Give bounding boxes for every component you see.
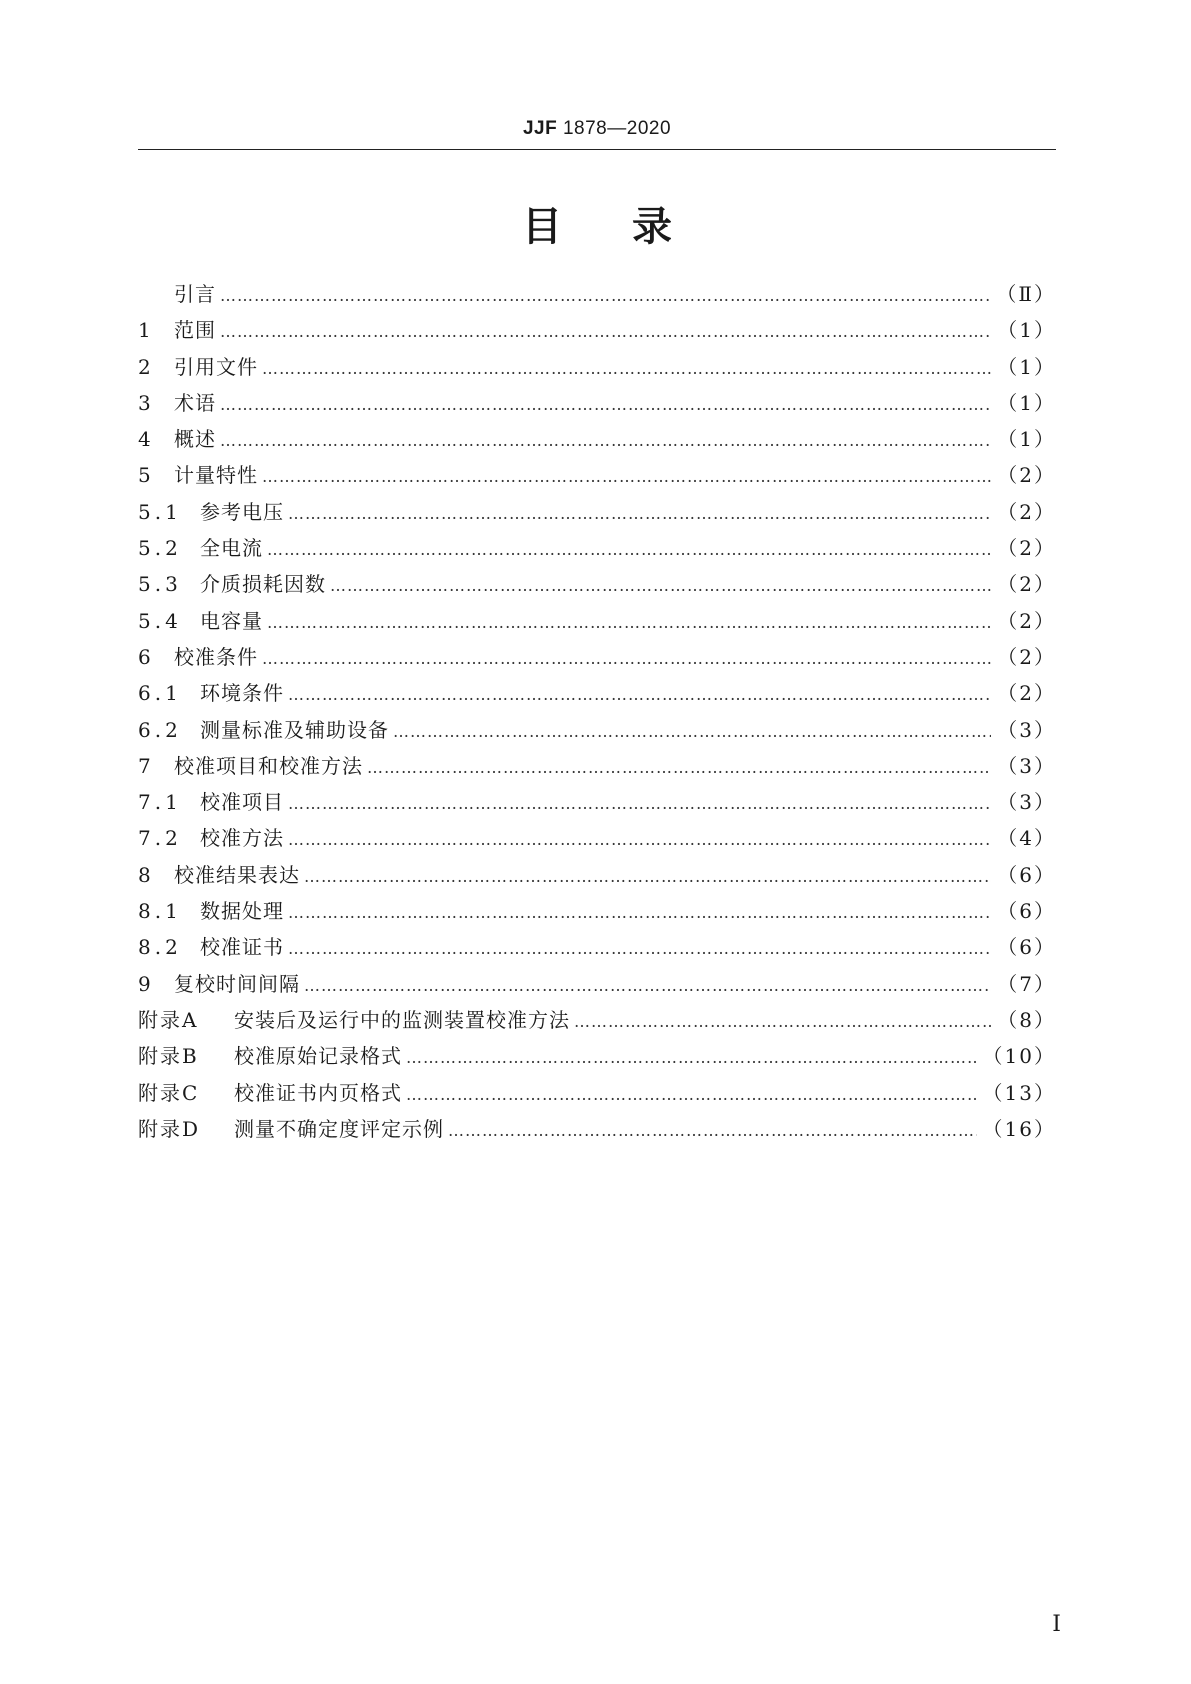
- toc-entry-label: 概述: [174, 427, 216, 452]
- toc-dot-leader: [406, 1048, 977, 1067]
- toc-entry[interactable]: [138, 314, 1056, 350]
- toc-entry-page: （8）: [997, 1007, 1056, 1032]
- toc-dot-leader: [288, 939, 991, 958]
- toc-entry[interactable]: [138, 968, 1056, 1004]
- toc-dot-leader: [220, 395, 991, 414]
- toc-entry-page: （3）: [997, 717, 1056, 742]
- toc-entry-page: （13）: [982, 1080, 1056, 1105]
- toc-entry-label: 术语: [174, 390, 216, 415]
- toc-entry-number: 8.2: [138, 935, 182, 960]
- toc-entry-page: （2）: [997, 536, 1056, 561]
- toc-entry-page: （1）: [997, 318, 1056, 343]
- toc-entry-page: （2）: [997, 499, 1056, 524]
- toc-entry[interactable]: [138, 532, 1056, 568]
- toc-entry-number: 5.1: [138, 499, 182, 524]
- toc-entry-label: 计量特性: [174, 463, 258, 488]
- toc-entry[interactable]: [138, 496, 1056, 532]
- toc-entry-label: 范围: [174, 318, 216, 343]
- toc-entry-number: 5: [138, 463, 155, 488]
- toc-entry-number: 附录A: [138, 1007, 199, 1032]
- toc-entry[interactable]: [138, 459, 1056, 495]
- toc-entry-number: 5.2: [138, 536, 182, 561]
- toc-entry-number: 9: [138, 971, 155, 996]
- toc-entry[interactable]: [138, 859, 1056, 895]
- toc-dot-leader: [288, 830, 991, 849]
- toc-entry-number: 5.4: [138, 608, 182, 633]
- toc-dot-leader: [330, 576, 991, 595]
- toc-entry-label: 复校时间间隔: [174, 971, 300, 996]
- toc-entry-number: 7.2: [138, 826, 182, 851]
- toc-entry-number: 6.2: [138, 717, 182, 742]
- toc-dot-leader: [220, 431, 991, 450]
- toc-entry[interactable]: [138, 278, 1056, 314]
- toc-entry-page: （6）: [997, 899, 1056, 924]
- toc-entry-number: 附录B: [138, 1044, 199, 1069]
- toc-entry-number: 8: [138, 862, 155, 887]
- toc-dot-leader: [367, 758, 991, 777]
- toc-entry[interactable]: [138, 641, 1056, 677]
- toc-entry-label: 校准原始记录格式: [234, 1044, 402, 1069]
- toc-entry-label: 校准证书内页格式: [234, 1080, 402, 1105]
- page-number: Ⅰ: [1052, 1612, 1061, 1637]
- toc-entry-label: 校准证书: [200, 935, 284, 960]
- toc-dot-leader: [304, 867, 991, 886]
- toc-entry-number: 3: [138, 390, 155, 415]
- toc-entry-number: 5.3: [138, 572, 182, 597]
- toc-entry[interactable]: [138, 895, 1056, 931]
- toc-entry-number: 8.1: [138, 899, 182, 924]
- toc-entry-number: 7: [138, 753, 155, 778]
- toc-dot-leader: [406, 1085, 977, 1104]
- toc-dot-leader: [262, 649, 991, 668]
- toc-entry-page: （16）: [982, 1116, 1056, 1141]
- toc-entry[interactable]: [138, 786, 1056, 822]
- toc-entry-page: （6）: [997, 935, 1056, 960]
- toc-entry-number: 6: [138, 644, 155, 669]
- toc-entry-page: （1）: [997, 354, 1056, 379]
- toc-entry[interactable]: [138, 423, 1056, 459]
- toc-entry-label: 测量标准及辅助设备: [200, 717, 389, 742]
- toc-entry-page: （6）: [997, 862, 1056, 887]
- toc-dot-leader: [393, 722, 991, 741]
- toc-entry-number: 附录C: [138, 1080, 200, 1105]
- toc-entry[interactable]: [138, 822, 1056, 858]
- toc-dot-leader: [220, 286, 990, 305]
- toc-dot-leader: [288, 903, 991, 922]
- toc-entry-label: 校准结果表达: [174, 862, 300, 887]
- toc-entry-label: 校准条件: [174, 644, 258, 669]
- toc-dot-leader: [304, 976, 991, 995]
- toc-dot-leader: [288, 685, 991, 704]
- toc-dot-leader: [262, 467, 991, 486]
- toc-entry[interactable]: [138, 605, 1056, 641]
- toc-entry-label: 全电流: [200, 536, 263, 561]
- toc-dot-leader: [267, 613, 991, 632]
- toc-entry-label: 数据处理: [200, 899, 284, 924]
- toc-entry-page: （2）: [997, 681, 1056, 706]
- toc-entry-page: （4）: [997, 826, 1056, 851]
- toc-entry-number: 1: [138, 318, 155, 343]
- toc-entry-label: 介质损耗因数: [200, 572, 326, 597]
- toc-entry-page: （2）: [997, 463, 1056, 488]
- standard-number: 1878—2020: [562, 118, 672, 139]
- toc-entry-label: 测量不确定度评定示例: [234, 1116, 444, 1141]
- toc-entry[interactable]: [138, 931, 1056, 967]
- toc-entry-page: （7）: [997, 971, 1056, 996]
- toc-entry-label: 环境条件: [200, 681, 284, 706]
- toc-entry-label: 校准项目和校准方法: [174, 753, 363, 778]
- toc-entry-number: 附录D: [138, 1116, 201, 1141]
- standard-prefix: JJF: [522, 118, 558, 139]
- toc-entry-number: 6.1: [138, 681, 182, 706]
- toc-entry[interactable]: [138, 351, 1056, 387]
- toc-entry-page: （1）: [997, 427, 1056, 452]
- toc-entry-page: （Ⅱ）: [996, 282, 1056, 306]
- toc-entry-label: 校准方法: [200, 826, 284, 851]
- toc-entry-label: 安装后及运行中的监测装置校准方法: [234, 1007, 570, 1032]
- page-title: 目录: [522, 204, 742, 250]
- toc-entry-page: （2）: [997, 572, 1056, 597]
- toc-entry-label: 电容量: [200, 608, 263, 633]
- table-of-contents: [138, 278, 1056, 1149]
- toc-entry[interactable]: [138, 750, 1056, 786]
- toc-dot-leader: [574, 1012, 991, 1031]
- toc-entry-page: （3）: [997, 790, 1056, 815]
- toc-entry-page: （3）: [997, 753, 1056, 778]
- toc-entry-label: 参考电压: [200, 499, 284, 524]
- toc-entry[interactable]: [138, 568, 1056, 604]
- toc-entry-page: （2）: [997, 608, 1056, 633]
- header-rule: [138, 149, 1056, 150]
- toc-entry[interactable]: [138, 1113, 1056, 1149]
- toc-entry-number: 4: [138, 427, 155, 452]
- toc-dot-leader: [262, 359, 991, 378]
- toc-entry-number: 2: [138, 354, 155, 379]
- toc-entry-label: 引言: [174, 282, 216, 306]
- toc-dot-leader: [288, 504, 991, 523]
- toc-dot-leader: [448, 1121, 977, 1140]
- toc-entry[interactable]: [138, 387, 1056, 423]
- toc-entry-label: 校准项目: [200, 790, 284, 815]
- toc-dot-leader: [288, 794, 991, 813]
- toc-entry-page: （10）: [982, 1044, 1056, 1069]
- toc-entry[interactable]: [138, 1004, 1056, 1040]
- toc-entry[interactable]: [138, 714, 1056, 750]
- toc-entry-label: 引用文件: [174, 354, 258, 379]
- toc-entry-page: （2）: [997, 644, 1056, 669]
- toc-entry[interactable]: [138, 1077, 1056, 1113]
- toc-entry-number: 7.1: [138, 790, 182, 815]
- toc-dot-leader: [267, 540, 991, 559]
- toc-entry[interactable]: [138, 1040, 1056, 1076]
- running-header: [138, 118, 1056, 140]
- toc-entry[interactable]: [138, 677, 1056, 713]
- toc-dot-leader: [220, 322, 991, 341]
- toc-entry-page: （1）: [997, 390, 1056, 415]
